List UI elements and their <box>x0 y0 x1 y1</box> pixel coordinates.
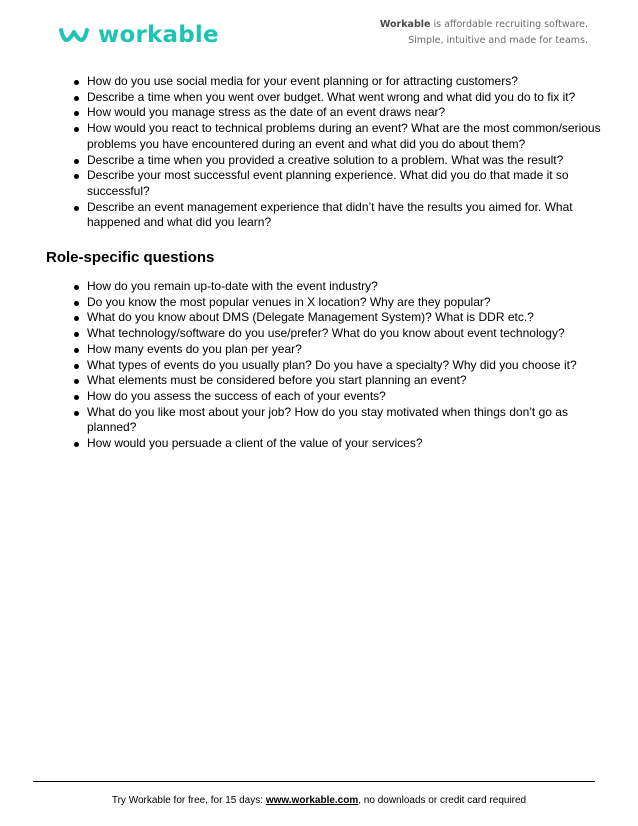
question-item: What types of events do you usually plan? Do you have a specialty? Why did you choose it? <box>87 358 601 374</box>
question-item: Do you know the most popular venues in X location? Why are they popular? <box>87 295 601 311</box>
tagline <box>380 17 588 49</box>
question-item: How many events do you plan per year? <box>87 342 601 358</box>
question-item: How do you remain up-to-date with the event industry? <box>87 279 601 295</box>
intro-question-list <box>46 74 601 231</box>
question-item: How would you persuade a client of the value of your services? <box>87 436 601 452</box>
role-question-list <box>46 279 601 452</box>
question-item: What do you like most about your job? How do you stay motivated when things don’t go as planned? <box>87 405 601 436</box>
question-item: What technology/software do you use/prefer? What do you know about event technology? <box>87 326 601 342</box>
section-title: Role-specific questions <box>46 249 215 267</box>
question-item: What elements must be considered before you start planning an event? <box>87 373 601 389</box>
workable-logo[interactable] <box>58 22 219 48</box>
footer-prefix: Try Workable for free, for 15 days: <box>111 795 266 806</box>
question-item: How do you assess the success of each of your events? <box>87 389 601 405</box>
question-item: Describe an event management experience that didn’t have the results you aimed for. What happened and what did you learn? <box>87 200 601 231</box>
workable-logo-icon <box>58 24 92 46</box>
question-item: How do you use social media for your event planning or for attracting customers? <box>87 74 601 90</box>
question-item: How would you manage stress as the date of an event draws near? <box>87 105 601 121</box>
question-item: How would you react to technical problems during an event? What are the most common/serious problems you have encountered during an event and what did you do about them? <box>87 121 601 151</box>
tagline-line2: Simple, intuitive and made for teams. <box>408 35 588 46</box>
page-footer <box>0 794 638 807</box>
tagline-brand: Workable <box>379 19 431 30</box>
document-body <box>46 74 601 452</box>
question-item: Describe a time when you went over budget. What went wrong and what did you do to fix it? <box>87 90 601 106</box>
question-item: Describe a time when you provided a creative solution to a problem. What was the result? <box>87 153 601 169</box>
page-header <box>0 0 638 60</box>
footer-divider <box>33 781 595 782</box>
question-item: Describe your most successful event planning experience. What did you do that made it so successful? <box>87 168 601 199</box>
footer-suffix: , no downloads or credit card required <box>358 795 527 806</box>
footer-link[interactable]: www.workable.com <box>265 795 359 806</box>
tagline-line1: is affordable recruiting software. <box>430 19 588 30</box>
question-item: What do you know about DMS (Delegate Management System)? What is DDR etc.? <box>87 310 601 326</box>
logo-text: workable <box>98 22 219 48</box>
